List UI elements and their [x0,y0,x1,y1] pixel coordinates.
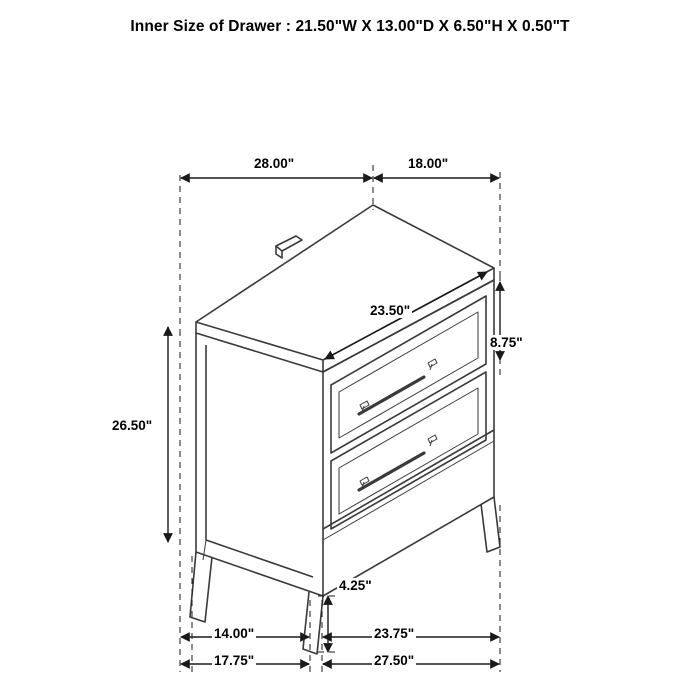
page-title: Inner Size of Drawer : 21.50"W X 13.00"D X 6.50"H X 0.50"T [130,18,570,35]
dim-label-overall-height: 26.50" [112,418,153,433]
dim-label-base-right: 27.50" [374,653,415,668]
dim-label-drawer-height: 8.75" [490,335,523,350]
dim-label-top-width: 28.00" [254,156,295,171]
dim-label-base-left: 17.75" [214,653,255,668]
dim-label-leg-height: 4.25" [339,578,372,593]
dim-label-front-lower-right: 23.75" [374,626,415,641]
dim-label-depth: 23.50" [370,303,411,318]
dimension-arrows [168,178,500,664]
dim-label-top-right-span: 18.00" [408,156,449,171]
dim-label-front-lower-left: 14.00" [214,626,255,641]
extension-lines [180,165,500,672]
